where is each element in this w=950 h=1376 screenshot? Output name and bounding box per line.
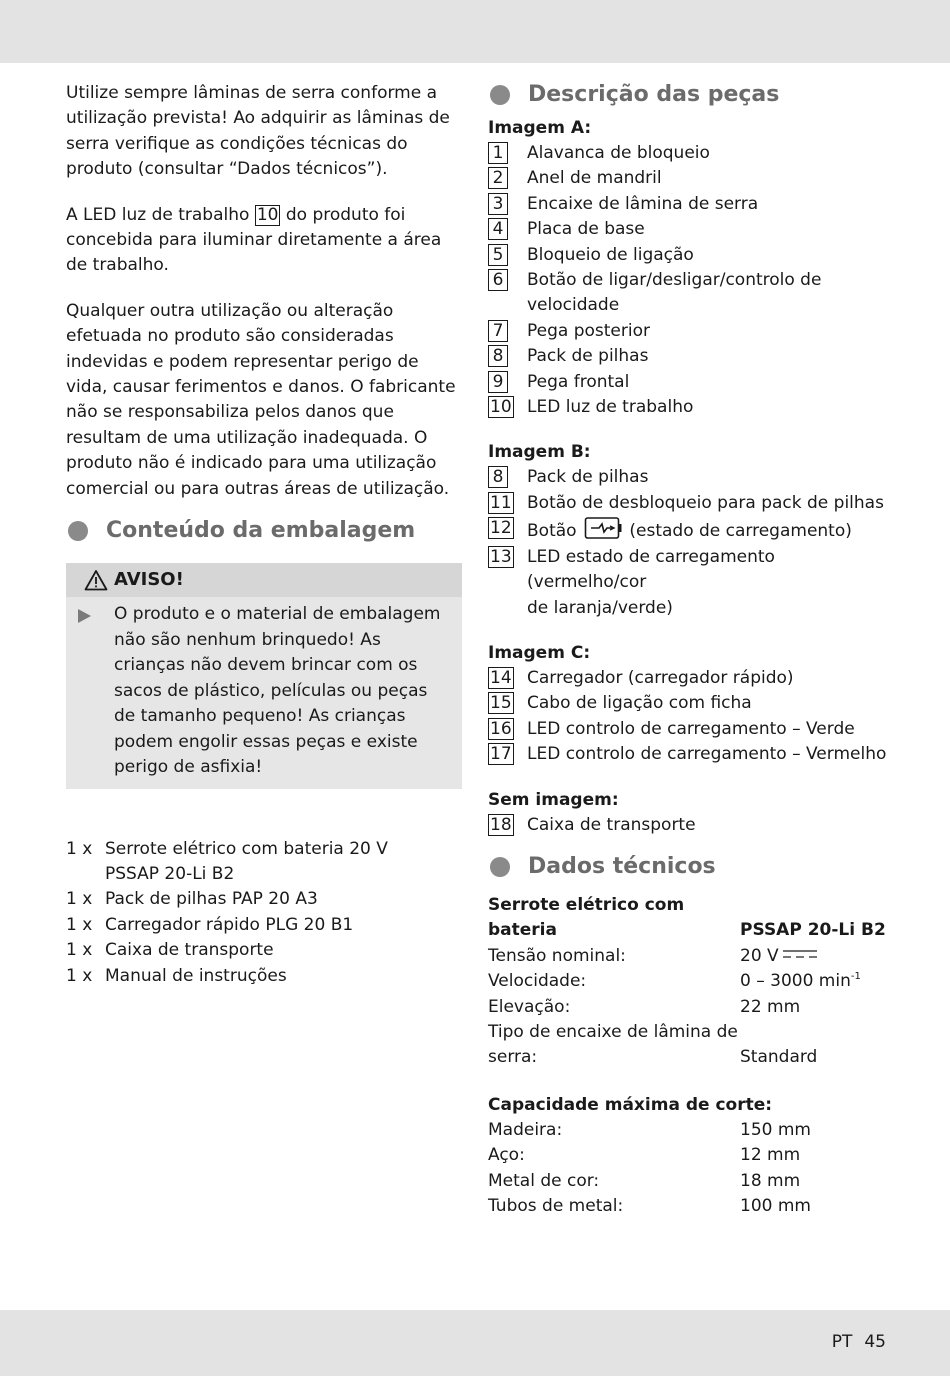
- ref-box: 12: [490, 518, 512, 539]
- ref-box: 16: [490, 718, 512, 739]
- list-item: 1 Alavanca de bloqueio: [488, 141, 888, 166]
- table-row: bateria PSSAP 20-Li B2: [488, 918, 888, 943]
- charge-status-button-icon: [584, 516, 622, 540]
- group-heading-b: Imagem B:: [488, 442, 591, 463]
- bullet-dot-icon: [490, 857, 510, 877]
- list-item: 14 Carregador (carregador rápido): [490, 667, 794, 688]
- list-item: 18 Caixa de transporte: [490, 814, 696, 835]
- list-item: 15 Cabo de ligação com ficha: [490, 693, 752, 714]
- table-row: serra: Standard: [488, 1047, 818, 1068]
- ref-box: 15: [490, 693, 512, 714]
- page-index: 45: [864, 1332, 886, 1352]
- package-contents-list: [66, 837, 462, 989]
- warning-body: [66, 597, 462, 789]
- parts-list-a: [488, 141, 888, 420]
- section-heading-contents: Conteúdo da embalagem: [66, 517, 462, 545]
- ref-box: 8: [488, 345, 508, 367]
- table-row: Metal de cor: 18 mm: [488, 1170, 801, 1191]
- bullet-dot-icon: [490, 85, 510, 105]
- misuse-paragraph: Qualquer outra utilização ou alteração efetuada no produto são consideradas indevidas e podem representar perigo de vida, causar ferimentos e danos. O fabricante não se responsabiliza pelos danos que resultam de uma utilização inadequada. O produto não é indicado para uma utilização comercial ou para outras áreas de utilização.: [66, 300, 456, 499]
- page-number: [832, 1332, 886, 1352]
- table-row: Aço: 12 mm: [488, 1145, 801, 1166]
- warning-triangle-icon: [84, 569, 108, 591]
- group-heading-c: Imagem C:: [488, 642, 591, 663]
- cut-capacity-heading: Capacidade máxima de corte:: [488, 1094, 773, 1115]
- arrow-right-icon: [78, 609, 91, 623]
- list-item: 16 LED controlo de carregamento – Verde: [490, 718, 855, 739]
- list-item: 1 x Pack de pilhas PAP 20 A3: [66, 889, 318, 910]
- list-item: 1 x Carregador rápido PLG 20 B1: [66, 914, 354, 935]
- list-item: 10 LED luz de trabalho: [490, 397, 694, 418]
- model-name: PSSAP 20-Li B2: [740, 920, 886, 941]
- list-item: 1 x Serrote elétrico com bateria 20 V PSSAP 20-Li B2: [66, 838, 388, 884]
- table-row: Madeira: 150 mm: [488, 1119, 811, 1140]
- table-row: Tensão nominal: 20 V: [488, 944, 888, 969]
- list-item: 6 Botão de ligar/desligar/controlo de velocidade: [488, 268, 888, 319]
- list-item: 11 Botão de desbloqueio para pack de pilhas: [490, 492, 884, 513]
- list-item: 2 Anel de mandril: [488, 166, 888, 191]
- left-column: [66, 81, 462, 989]
- ref-box: 6: [488, 269, 508, 291]
- warning-text: O produto e o material de embalagem não são nenhum brinquedo! As crianças não devem brincar com os sacos de plástico, películas ou peças de tamanho pequeno! As crianças podem engolir essas peças e existe perigo de asfixia!: [114, 604, 441, 778]
- list-item: 4 Placa de base: [488, 217, 888, 242]
- group-heading-a: Imagem A:: [488, 118, 592, 138]
- bullet-dot-icon: [68, 521, 88, 541]
- ref-box: 2: [488, 167, 508, 189]
- bottom-band: [0, 1310, 950, 1376]
- ref-box: 7: [488, 320, 508, 342]
- table-row: Tubos de metal: 100 mm: [488, 1196, 811, 1216]
- parts-list-b: [488, 465, 888, 620]
- warning-header: [66, 563, 462, 597]
- parts-list-c: [488, 666, 888, 768]
- group-heading-no-image: Sem imagem:: [488, 789, 619, 810]
- list-item: 9 Pega frontal: [488, 370, 888, 395]
- ref-box: 18: [490, 814, 512, 835]
- ref-box: 14: [490, 667, 512, 688]
- list-item: 1 x Manual de instruções: [66, 965, 287, 986]
- ref-box: 8: [488, 466, 508, 488]
- top-band: [0, 0, 950, 63]
- ref-box: 9: [488, 371, 508, 393]
- list-item: 3 Encaixe de lâmina de serra: [488, 192, 888, 217]
- table-row: Serrote elétrico com: [488, 894, 685, 915]
- list-item: 8 Pack de pilhas: [488, 465, 888, 490]
- list-item: 8 Pack de pilhas: [488, 344, 888, 369]
- ref-box: 10: [256, 204, 279, 225]
- warning-label: AVISO!: [114, 569, 184, 591]
- ref-box: 5: [488, 244, 508, 266]
- list-item: 7 Pega posterior: [488, 319, 888, 344]
- section-heading-parts: Descrição das peças: [488, 81, 888, 109]
- ref-box: 10: [490, 397, 512, 418]
- list-item: 1 x Caixa de transporte: [66, 940, 274, 961]
- ref-box: 1: [488, 142, 508, 164]
- list-item: 5 Bloqueio de ligação: [488, 243, 888, 268]
- section-heading-tech: Dados técnicos: [488, 853, 888, 881]
- intended-use-paragraph: Utilize sempre lâminas de serra conforme a utilização prevista! Ao adquirir as lâminas de serra verifique as condições técnicas do produto (consultar “Dados técnicos”).: [66, 83, 450, 180]
- warning-box: [66, 563, 462, 789]
- list-item: 12 Botão (estado de carregamento): [490, 518, 852, 542]
- tech-data-table: [488, 893, 888, 1219]
- list-item: 17 LED controlo de carregamento – Vermelho: [490, 744, 887, 765]
- ref-box: 4: [488, 218, 508, 240]
- list-item: 13 LED estado de carregamento (vermelho/cor de laranja/verde): [490, 546, 775, 618]
- work-light-paragraph: A LED luz de trabalho 10 do produto foi concebida para iluminar diretamente a área de trabalho.: [66, 204, 442, 276]
- right-column: [488, 81, 888, 1219]
- table-row: Elevação: 22 mm: [488, 996, 801, 1017]
- dc-symbol-icon: [783, 949, 817, 959]
- ref-box: 3: [488, 193, 508, 215]
- ref-box: 17: [490, 744, 512, 765]
- parts-list-no-image: [488, 813, 888, 838]
- table-row: Tipo de encaixe de lâmina de: [488, 1021, 738, 1042]
- table-row: Velocidade: 0 – 3000 $\min^{-1}$: [488, 971, 861, 992]
- ref-box: 13: [490, 546, 512, 567]
- language-code: PT: [831, 1332, 853, 1352]
- ref-box: 11: [490, 492, 512, 513]
